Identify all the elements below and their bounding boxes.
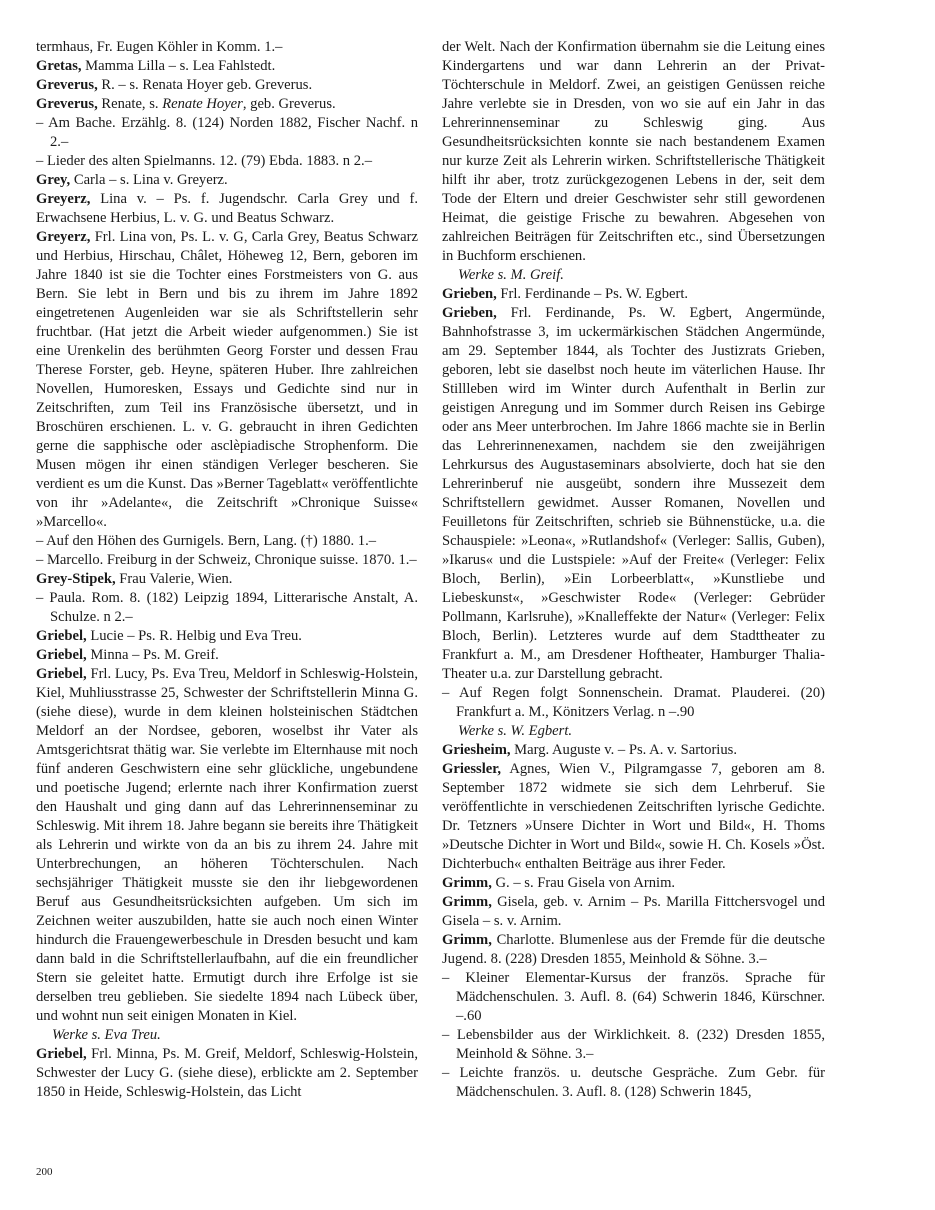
entry-text: der Welt. Nach der Konfirmation übernahm sie die Leitung eines Kindergartens und war dann Lehrerin an der Privat-Töchterschule in Meldorf. Zwei, an geistigen Genüssen reiche Jahre verlebte sie in Dresden, von wo sie auf ein Jahr in das Lehrerinnenseminar zu Schleswig ging. Aus Gesundheitsrücksichten konnte sie nach bestandenem Examen nur kurze Zeit als Lehrerin wirken. Schriftstellerische Thätigkeit hilft ihr aber, trotz zurückgezogenen Lebens in der, seit dem Tode der Eltern und dreier Geschwister sehr still gewordenen Heimat, die geistige Frische zu bewahren. Abgesehen von zahlreichen Beiträgen für Zeitschriften etc., sind Übersetzungen in Buchform erschienen. xyxy=(442,39,825,264)
entry-headword: Griebel, xyxy=(36,1046,87,1062)
entry xyxy=(442,893,825,931)
entry-text: Carla – s. Lina v. Greyerz. xyxy=(70,172,228,188)
entry-text: – Auf Regen folgt Sonnenschein. Dramat. Plauderei. (20) Frankfurt a. M., Könitzers Verlag. n –.90 xyxy=(442,685,825,720)
work-listing xyxy=(442,1064,825,1102)
entry xyxy=(36,95,418,114)
entry-headword: Greyerz, xyxy=(36,229,91,245)
works-reference: Werke s. M. Greif. xyxy=(458,267,564,283)
entry-headword: Griesheim, xyxy=(442,742,511,758)
entry-text: Mamma Lilla – s. Lea Fahlstedt. xyxy=(81,58,276,74)
entry xyxy=(36,190,418,228)
entry xyxy=(442,760,825,874)
work-listing xyxy=(36,532,418,551)
entry-headword: Griebel, xyxy=(36,666,87,682)
entry-text: – Paula. Rom. 8. (182) Leipzig 1894, Litterarische Anstalt, A. Schulze. n 2.– xyxy=(36,590,418,625)
entry xyxy=(36,76,418,95)
entry-text: Gisela, geb. v. Arnim – Ps. Marilla Fittchersvogel und Gisela – s. v. Arnim. xyxy=(442,894,825,929)
entry xyxy=(442,38,825,266)
left-column xyxy=(36,38,418,1102)
entry-headword: Grieben, xyxy=(442,286,497,302)
entry xyxy=(442,741,825,760)
entry-text-tail: , geb. Greverus. xyxy=(242,96,336,112)
entry-headword: Greverus, xyxy=(36,77,98,93)
work-listing xyxy=(442,684,825,722)
entry-headword: Grieben, xyxy=(442,305,497,321)
entry xyxy=(36,627,418,646)
entry-text: G. – s. Frau Gisela von Arnim. xyxy=(491,875,676,891)
entry xyxy=(36,171,418,190)
entry-text: Frl. Lucy, Ps. Eva Treu, Meldorf in Schleswig-Holstein, Kiel, Muhliusstrasse 25, Schwester der Schriftstellerin Minna G. (siehe diese), wurde in dem kleinen holsteinischen Städtchen Meldorf an der Nordsee, geboren, woselbst ihr Vater als Amtsgerichtsrat thätig war. Sie verlebte im Elternhause mit noch fünf anderen Geschwistern eine sehr glückliche, ungebundene und poetische Jugend; erlernte nach ihrer Konfirmation zuerst den Haushalt und ging dann auf das Lehrerinnenseminar zu Schleswig. Mit ihrem 18. Jahre begann sie bereits ihre Thätigkeit als Lehrerin und wirkte von da an bis zu ihrem 24. Jahre mit Unterbrechungen, an höheren Töchterschulen. Nach sechsjähriger Thätigkeit musste sie den ihr liebgewordenen Beruf aus Gesundheitsrücksichten aufgeben. Um sich im Zeichnen weiter auszubilden, hatte sie auch noch einen Winter hindurch die Frauengewerbeschule in Dresden besucht und kam dann bald in die Schriftstellerlaufbahn, auf die ein freundlicher Stern sie geleitet hatte. Ermutigt durch ihre Erfolge ist sie derselben treu geblieben. Sie siedelte 1894 nach Lübeck über, und wohnt nun seit einigen Monaten in Kiel. xyxy=(36,666,418,1024)
entry-text: R. – s. Renata Hoyer geb. Greverus. xyxy=(97,77,313,93)
entry-text: Frl. Minna, Ps. M. Greif, Meldorf, Schleswig-Holstein, Schwester der Lucy G. (siehe diese), erblickte am 2. September 1850 in Heide, Schleswig-Holstein, das Licht xyxy=(36,1046,418,1100)
entry xyxy=(36,570,418,589)
entry xyxy=(36,228,418,532)
entry-text: – Marcello. Freiburg in der Schweiz, Chronique suisse. 1870. 1.– xyxy=(36,552,417,568)
work-listing xyxy=(36,589,418,627)
work-listing xyxy=(36,114,418,152)
entry-text: – Auf den Höhen des Gurnigels. Bern, Lang. (†) 1880. 1.– xyxy=(36,533,377,549)
entry-headword: Greyerz, xyxy=(36,191,91,207)
entry-italic-name: Renate Hoyer xyxy=(162,96,243,112)
page-number: 200 xyxy=(36,1166,53,1178)
entry xyxy=(36,1045,418,1102)
entry-text: termhaus, Fr. Eugen Köhler in Komm. 1.– xyxy=(36,39,283,55)
entry xyxy=(442,304,825,684)
entry-headword: Greverus, xyxy=(36,96,98,112)
entry-headword: Grimm, xyxy=(442,932,492,948)
work-listing xyxy=(442,969,825,1026)
work-listing xyxy=(442,1026,825,1064)
entry-headword: Gretas, xyxy=(36,58,82,74)
entry-text: Minna – Ps. M. Greif. xyxy=(86,647,219,663)
entry xyxy=(442,874,825,893)
work-listing xyxy=(36,551,418,570)
entry-text: Frau Valerie, Wien. xyxy=(115,571,233,587)
entry xyxy=(36,38,418,57)
entry-text: Lucie – Ps. R. Helbig und Eva Treu. xyxy=(86,628,302,644)
entry-text: Frl. Ferdinande, Ps. W. Egbert, Angermünde, Bahnhofstrasse 3, im uckermärkischen Städchen Angermünde, am 29. September 1844, als Tochter des Justizrats Grieben, geboren, lebt sie daselbst noch heute im väterlichen Hause. Ihr Stillleben wird im Winter durch Aufenthalt in Berlin zur geistigen Anregung und im Sommer durch Reisen ins Gebirge oder ans Meer unterbrochen. Im Jahre 1866 machte sie in Berlin das Lehrerinnenexamen, nachdem sie den zweijährigen Lehrkursus des Augustaseminars absolvierte, doch hat sie den Lehrerinberuf nie ausgeübt, sondern ihre Mussezeit dem Schriftstellern gewidmet. Ausser Romanen, Novellen und Feuilletons für Zeitschriften, schrieb sie Bühnenstücke, u.a. die Schauspiele: »Leona«, »Rutlandshof« (Verleger: Sallis, Guben), »Ikarus« und die Lustspiele: »Auf der Freite« (Verleger: Felix Bloch, Berlin), »Ein Lorbeerblatt«, »Kunstliebe und Liebeskunst«, »Geschwister Rode« (Verleger: Gebrüder Pollmann, Karlsruhe), »Knalleffekte der Natur« (Verleger: Felix Bloch, Berlin). Letzteres wurde auf dem Stadttheater zu Frankfurt a. M., am Dresdener Hoftheater, Hamburger Thalia-Theater u.a. zur Darstellung gebracht. xyxy=(442,305,825,682)
entry-text: Charlotte. Blumenlese aus der Fremde für die deutsche Jugend. 8. (228) Dresden 1855, Meinhold & Söhne. 3.– xyxy=(442,932,825,967)
entry-text: – Lebensbilder aus der Wirklichkeit. 8. (232) Dresden 1855, Meinhold & Söhne. 3.– xyxy=(442,1027,825,1062)
entry-text: – Am Bache. Erzählg. 8. (124) Norden 1882, Fischer Nachf. n 2.– xyxy=(36,115,418,150)
entry xyxy=(442,285,825,304)
entry-headword: Grey, xyxy=(36,172,71,188)
entry-headword: Griebel, xyxy=(36,647,87,663)
entry-text: Lina v. – Ps. f. Jugendschr. Carla Grey und f. Erwachsene Herbius, L. v. G. und Beatus Schwarz. xyxy=(36,191,418,226)
entry xyxy=(36,665,418,1026)
entry-text: Frl. Lina von, Ps. L. v. G, Carla Grey, Beatus Schwarz und Herbius, Hirschau, Châlet, Höheweg 12, Bern, geboren im Jahre 1840 ist sie die Tochter eines Forstmeisters von G. aus Bern. Sie lebt in Bern und bis zu ihrem im Jahre 1892 eingetretenen Augenleiden war sie als Schriftstellerin sehr fruchtbar. (Hat jetzt die Arbeit wieder aufgenommen.) Sie ist eine Urenkelin des berühmten Georg Forster und dessen Frau Therese Forster, geb. Heyne, späteren Huber. Ihre zahlreichen Novellen, Humoresken, Essays und Gedichte sind nur in Zeitschriften, zum Teil ins Französische übersetzt, und in Broschüren erschienen. L. v. G. gebraucht in ihren Gedichten gerne die sapphische oder asclèpiadische Strophenform. Die Musen mögen ihr einen ständigen Verleger bescheren. Sie verdient es um die Kunst. Das »Berner Tageblatt« veröffentlichte von ihr »Adelante«, die Zeitschrift »Chronique Suisse« »Marcello«. xyxy=(36,229,418,530)
right-column xyxy=(442,38,825,1102)
entry-headword: Grimm, xyxy=(442,894,492,910)
works-reference: Werke s. W. Egbert. xyxy=(458,723,573,739)
entry-text: Marg. Auguste v. – Ps. A. v. Sartorius. xyxy=(510,742,737,758)
works-reference: Werke s. Eva Treu. xyxy=(52,1027,161,1043)
entry xyxy=(36,57,418,76)
entry-text: Frl. Ferdinande – Ps. W. Egbert. xyxy=(496,286,689,302)
entry xyxy=(36,646,418,665)
entry-text: – Kleiner Elementar-Kursus der französ. Sprache für Mädchenschulen. 3. Aufl. 8. (64) Schwerin 1846, Kürschner. –.60 xyxy=(442,970,825,1024)
entry xyxy=(442,931,825,969)
entry-text: Renate, s. xyxy=(97,96,163,112)
entry-headword: Grimm, xyxy=(442,875,492,891)
entry-text: – Lieder des alten Spielmanns. 12. (79) Ebda. 1883. n 2.– xyxy=(36,153,372,169)
entry-text: Agnes, Wien V., Pilgramgasse 7, geboren am 8. September 1872 widmete sie sich dem Lehrberuf. Sie veröffentlichte in verschiedenen Zeitschriften lyrische Gedichte. Dr. Tetzners »Unsere Dichter in Wort und Bild«, H. Thoms »Deutsche Dichter in Wort und Bild«, sowie H. Ch. Kosels »Öst. Dichterbuch« enthalten Beiträge aus ihrer Feder. xyxy=(442,761,825,872)
entry-text: – Leichte französ. u. deutsche Gespräche. Zum Gebr. für Mädchenschulen. 3. Aufl. 8. (128) Schwerin 1845, xyxy=(442,1065,825,1100)
work-listing xyxy=(36,152,418,171)
entry-headword: Grey-Stipek, xyxy=(36,571,116,587)
entry-headword: Griebel, xyxy=(36,628,87,644)
entry-headword: Griessler, xyxy=(442,761,502,777)
